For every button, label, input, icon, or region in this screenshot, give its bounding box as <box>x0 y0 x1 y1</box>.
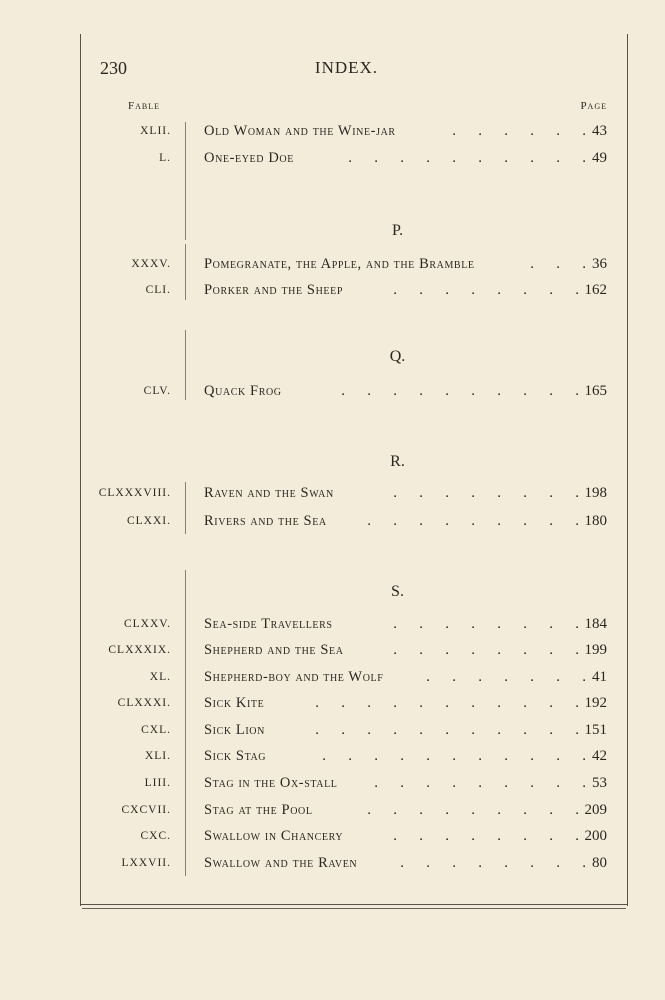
index-entry <box>0 385 665 405</box>
dot-leader: . . . . . . . . . <box>367 802 579 818</box>
fable-title: Rivers and the Sea <box>204 513 327 529</box>
fable-numeral: CXCVII. <box>121 804 171 816</box>
index-entry <box>0 804 665 824</box>
page-reference: 209 <box>584 802 607 818</box>
dot-leader: . . . . . . . . <box>393 642 579 658</box>
fable-numeral: CXC. <box>140 830 171 842</box>
dot-leader: . . . . . . . . <box>393 282 579 298</box>
dot-leader: . . . . . . . . . . . <box>315 695 579 711</box>
fable-numeral: XLII. <box>140 125 171 137</box>
fable-numeral: LXXVII. <box>121 857 171 869</box>
page-reference: 42 <box>592 748 607 764</box>
frame-bottom-rule-inner <box>82 908 626 909</box>
fable-title: Sick Stag <box>204 748 267 764</box>
fable-numeral: LIII. <box>144 777 171 789</box>
dot-leader: . . . . . . . . . . <box>341 383 579 399</box>
index-entry <box>0 515 665 535</box>
page-reference: 165 <box>584 383 607 399</box>
fable-title: Stag in the Ox-stall <box>204 775 338 791</box>
index-entry <box>0 258 665 278</box>
fable-title: Old Woman and the Wine-jar <box>204 123 396 139</box>
fable-numeral: CLXXXI. <box>117 697 171 709</box>
dot-leader: . . . . . . . . . . . <box>322 748 586 764</box>
page-reference: 80 <box>592 855 607 871</box>
section-letter: P. <box>391 222 404 239</box>
column-header-page: Page <box>580 100 607 112</box>
frame-bottom-rule <box>80 904 628 905</box>
fable-title: Swallow in Chancery <box>204 828 344 844</box>
page-reference: 41 <box>592 669 607 685</box>
fable-numeral: CLV. <box>143 385 171 397</box>
section-letter: Q. <box>389 348 406 365</box>
column-header-fable: Fable <box>128 100 161 112</box>
fable-title: Porker and the Sheep <box>204 282 343 298</box>
fable-numeral: L. <box>159 152 171 164</box>
index-entry <box>0 830 665 850</box>
page-number: 230 <box>100 58 127 78</box>
fable-numeral: CLXXXIX. <box>108 644 171 656</box>
index-entry <box>0 724 665 744</box>
section-letter: R. <box>390 453 405 470</box>
fable-title: Pomegranate, the Apple, and the Bramble <box>204 256 475 272</box>
page-reference: 180 <box>584 513 607 529</box>
fable-numeral: CLXXV. <box>123 618 171 630</box>
fable-numeral: CLXXXVIII. <box>98 487 171 499</box>
dot-leader: . . . . . . . . <box>400 855 586 871</box>
page-reference: 192 <box>584 695 607 711</box>
fable-numeral: XLI. <box>144 750 171 762</box>
page-reference: 199 <box>584 642 607 658</box>
fable-title: Shepherd and the Sea <box>204 642 344 658</box>
dot-leader: . . . . . . . . . <box>374 775 586 791</box>
dot-leader: . . . . . . . . . <box>367 513 579 529</box>
fable-title: Sick Lion <box>204 722 265 738</box>
dot-leader: . . . . . . . . <box>393 485 579 501</box>
section-letter: S. <box>391 583 404 600</box>
dot-leader: . . . <box>530 256 586 272</box>
index-entry <box>0 618 665 638</box>
page-reference: 151 <box>584 722 607 738</box>
dot-leader: . . . . . . . . . . <box>348 150 586 166</box>
fable-numeral: CXL. <box>141 724 171 736</box>
dot-leader: . . . . . . . . . . . <box>315 722 579 738</box>
fable-title: Quack Frog <box>204 383 282 399</box>
dot-leader: . . . . . . . . <box>393 616 579 632</box>
page-reference: 162 <box>584 282 607 298</box>
fable-numeral: XL. <box>149 671 171 683</box>
dot-leader: . . . . . . <box>452 123 586 139</box>
page-reference: 200 <box>584 828 607 844</box>
page-reference: 184 <box>584 616 607 632</box>
fable-title: Raven and the Swan <box>204 485 334 501</box>
fable-title: Sick Kite <box>204 695 265 711</box>
index-entry <box>0 284 665 304</box>
index-entry <box>0 857 665 877</box>
fable-numeral: CLXXI. <box>126 515 171 527</box>
page-reference: 198 <box>584 485 607 501</box>
index-entry <box>0 487 665 507</box>
fable-title: Sea-side Travellers <box>204 616 333 632</box>
page-reference: 36 <box>592 256 607 272</box>
fable-numeral: XXXV. <box>131 258 171 270</box>
fable-title: Stag at the Pool <box>204 802 313 818</box>
page-reference: 43 <box>592 123 607 139</box>
index-entry <box>0 671 665 691</box>
page-reference: 53 <box>592 775 607 791</box>
index-entry <box>0 697 665 717</box>
index-entry <box>0 644 665 664</box>
dot-leader: . . . . . . . <box>426 669 586 685</box>
fable-title: Swallow and the Raven <box>204 855 358 871</box>
dot-leader: . . . . . . . . <box>393 828 579 844</box>
fable-title: Shepherd-boy and the Wolf <box>204 669 384 685</box>
index-entry <box>0 777 665 797</box>
index-entry <box>0 125 665 145</box>
index-entry <box>0 152 665 172</box>
fable-title: One-eyed Doe <box>204 150 294 166</box>
page-reference: 49 <box>592 150 607 166</box>
index-entry <box>0 750 665 770</box>
fable-numeral: CLI. <box>145 284 171 296</box>
page-title: INDEX. <box>314 58 379 77</box>
